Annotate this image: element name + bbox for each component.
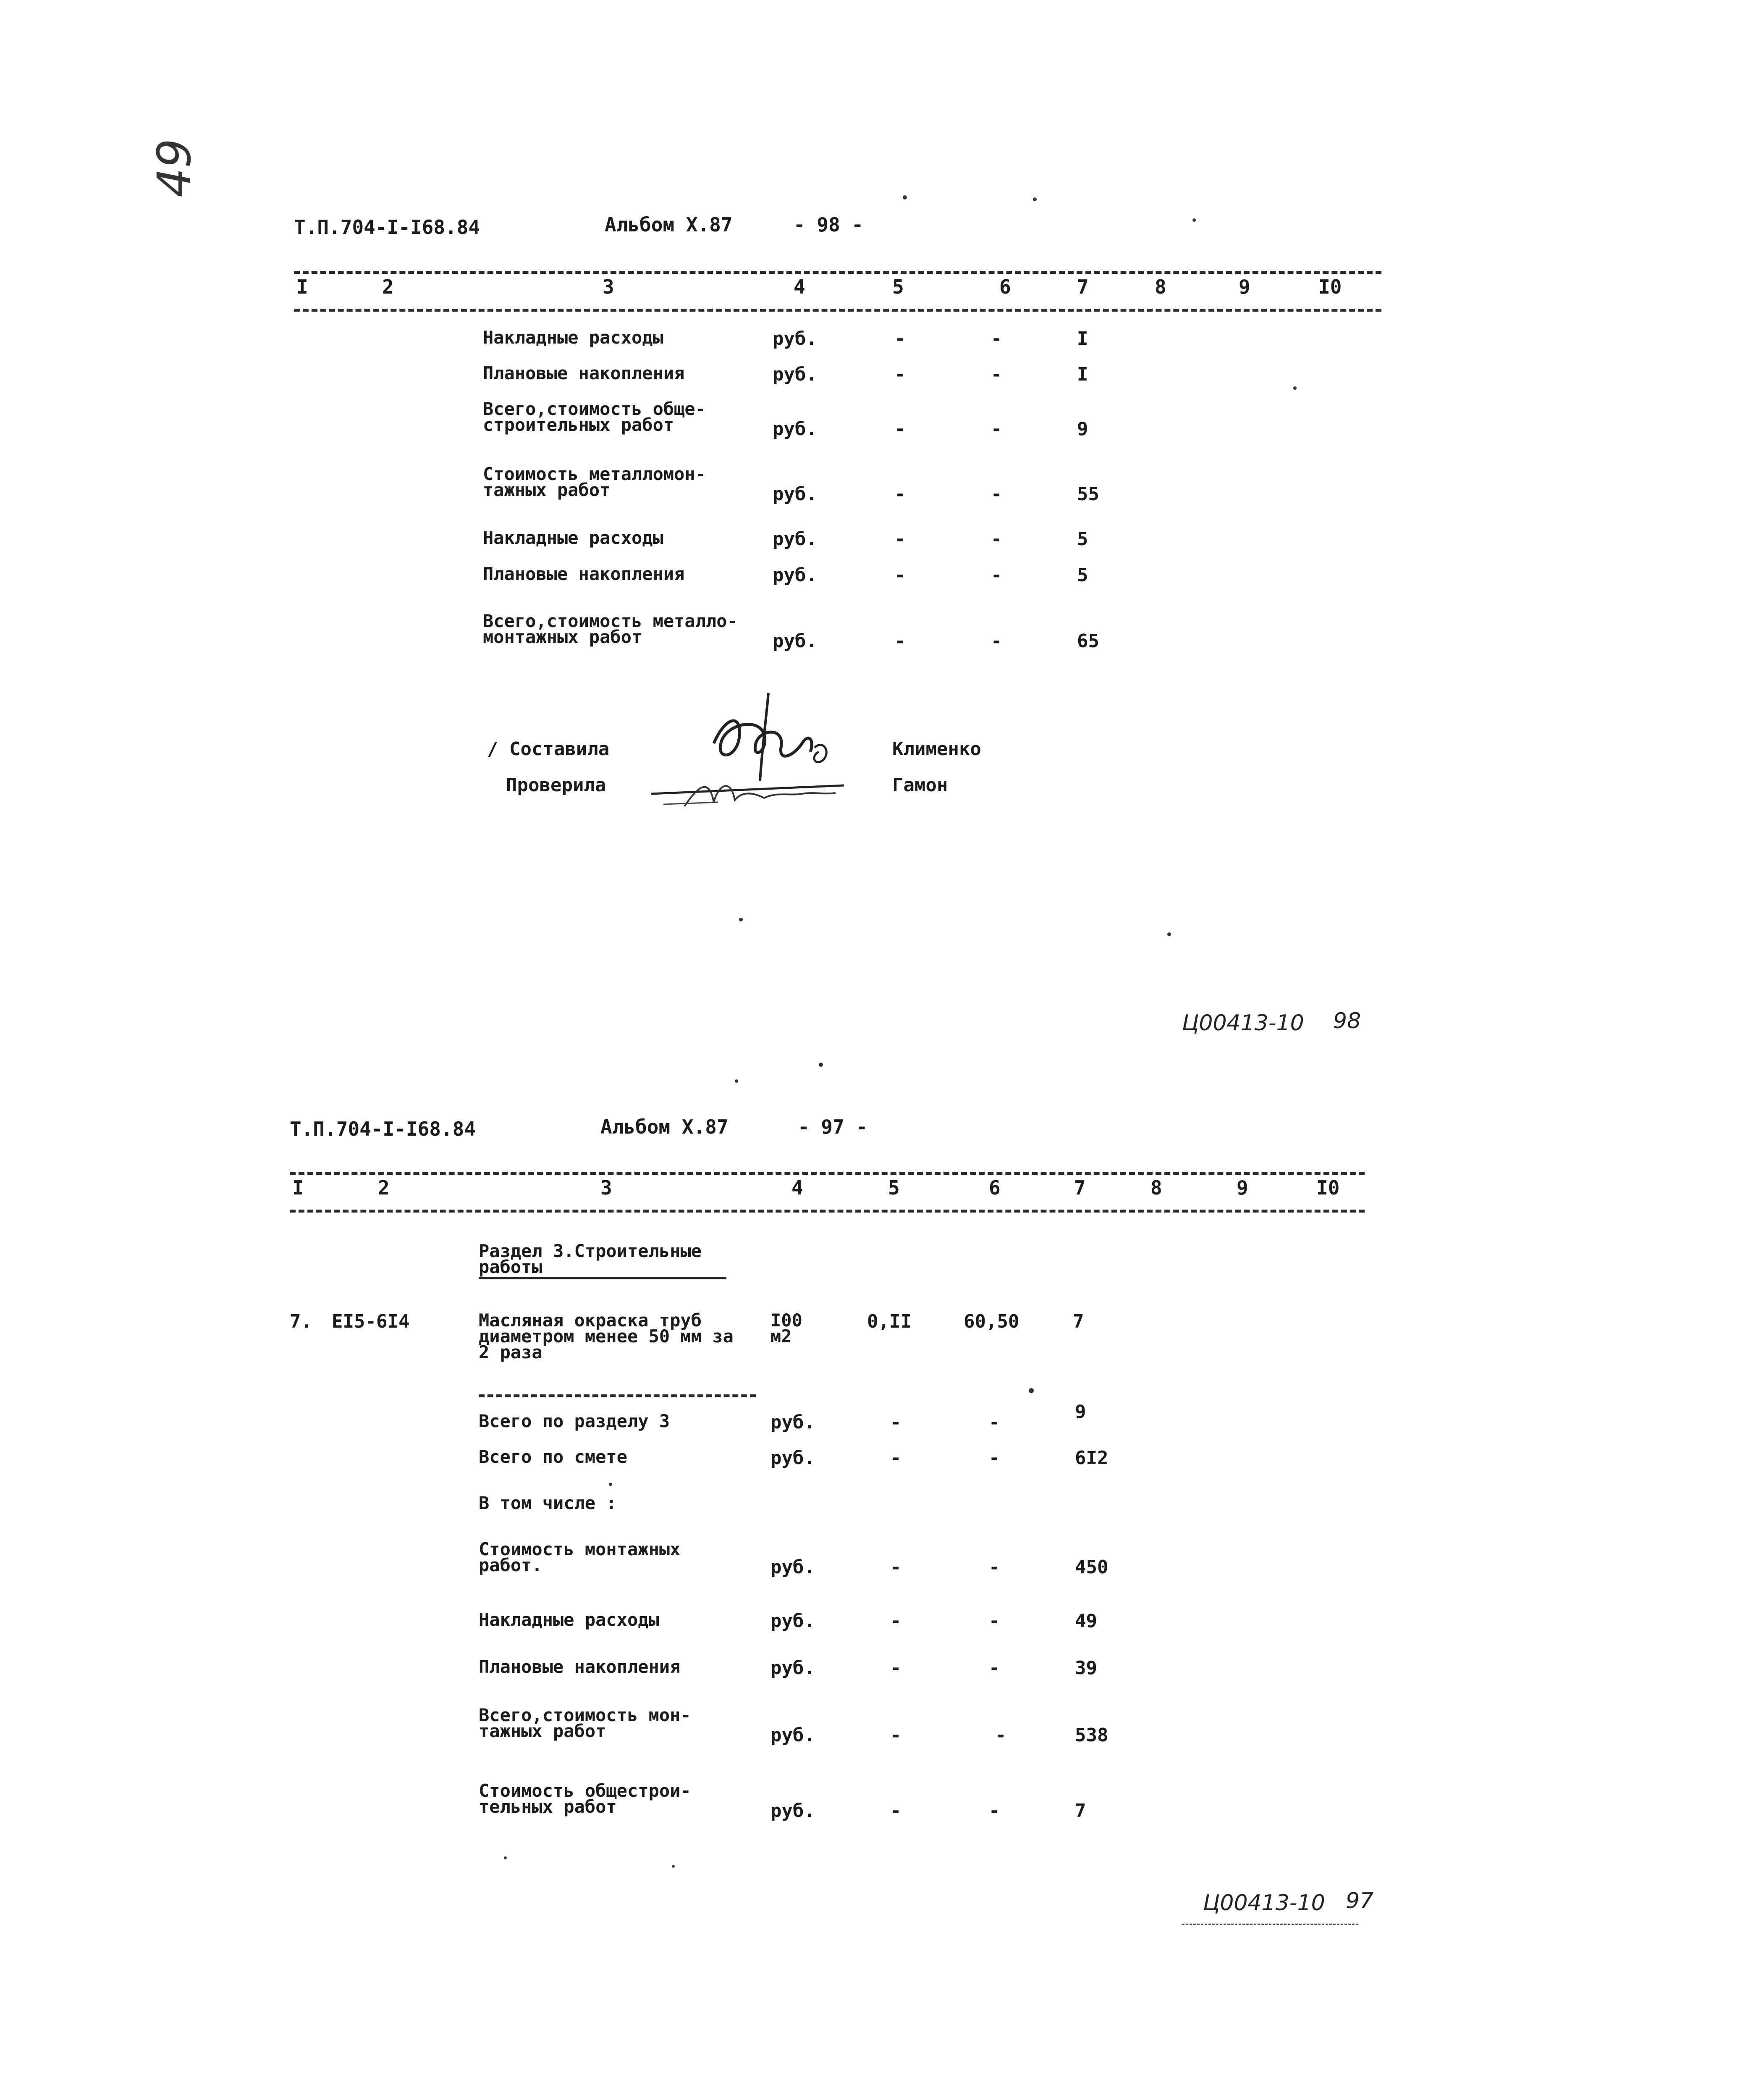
row-description: Всего по смете xyxy=(479,1446,628,1467)
scan-speck xyxy=(504,1856,507,1859)
header-rule-top-98 xyxy=(294,271,1381,274)
col-header: 8 xyxy=(1150,1176,1162,1199)
row-col7: 39 xyxy=(1075,1657,1097,1679)
row-unit: руб. xyxy=(770,1447,815,1469)
scan-speck xyxy=(672,1865,675,1868)
row-col6: - xyxy=(989,1657,1000,1679)
col-header: 3 xyxy=(603,276,614,298)
row-description: Плановые накопления xyxy=(483,363,685,383)
row-col6: - xyxy=(989,1412,1000,1433)
row-col6: - xyxy=(991,483,1002,505)
row-col5: - xyxy=(894,528,906,550)
row-col5: - xyxy=(890,1557,901,1578)
doc-code-98: Т.П.704-I-I68.84 xyxy=(294,216,480,239)
row-col6: - xyxy=(991,328,1002,349)
scan-speck xyxy=(735,1079,738,1083)
col-header: 5 xyxy=(888,1176,900,1199)
row-col6: - xyxy=(991,564,1002,586)
scan-speck xyxy=(1192,218,1196,222)
row-col5: - xyxy=(890,1412,901,1433)
row-col6: - xyxy=(991,528,1002,550)
row-description: Всего,стоимость металло- монтажных работ xyxy=(483,611,738,647)
row-col5: - xyxy=(890,1725,901,1746)
row-unit: руб. xyxy=(773,483,817,505)
row-col5: - xyxy=(890,1447,901,1469)
footer-code-98: Ц00413-10 xyxy=(1182,1011,1304,1036)
col-header: 8 xyxy=(1155,276,1166,298)
row-unit: руб. xyxy=(770,1412,815,1433)
signature-checked xyxy=(647,769,848,815)
row-unit: руб. xyxy=(773,564,817,586)
row-col7: I xyxy=(1077,328,1088,349)
scan-speck xyxy=(819,1063,823,1067)
item-description: Масляная окраска труб диаметром менее 50 мм за 2 раза xyxy=(479,1310,734,1362)
doc-code-97: Т.П.704-I-I68.84 xyxy=(290,1118,476,1140)
compiled-by-name: Клименко xyxy=(892,738,981,760)
footer-page-98: 98 xyxy=(1333,1008,1361,1034)
col-header: 2 xyxy=(382,276,394,298)
row-col6: - xyxy=(991,630,1002,652)
row-description: Накладные расходы xyxy=(483,528,663,548)
col-header: 3 xyxy=(600,1176,612,1199)
header-rule-top-97 xyxy=(290,1172,1365,1175)
row-unit: руб. xyxy=(773,630,817,652)
row-description: Плановые накопления xyxy=(479,1656,681,1677)
row-unit: руб. xyxy=(770,1800,815,1822)
row-unit: руб. xyxy=(770,1610,815,1632)
col-header: I0 xyxy=(1316,1176,1340,1199)
row-col7: 450 xyxy=(1075,1557,1108,1578)
header-rule-bottom-97 xyxy=(290,1210,1365,1213)
row-description: Стоимость общестрои- тельных работ xyxy=(479,1780,691,1817)
row-description: Накладные расходы xyxy=(479,1609,659,1630)
item-col6: 60,50 xyxy=(964,1311,1019,1332)
subtotal-rule xyxy=(479,1394,756,1397)
header-rule-bottom-98 xyxy=(294,309,1381,312)
row-col6: - xyxy=(989,1557,1000,1578)
footer-underline-97 xyxy=(1182,1924,1358,1925)
checked-by-label: Проверила xyxy=(506,774,606,796)
col-header: 4 xyxy=(791,1176,803,1199)
col-header: 7 xyxy=(1074,1176,1086,1199)
row-unit: руб. xyxy=(770,1657,815,1679)
row-description: Стоимость монтажных работ. xyxy=(479,1539,681,1575)
item-col7: 7 xyxy=(1073,1311,1084,1332)
col-header: 9 xyxy=(1239,276,1250,298)
item-col5: 0,II xyxy=(867,1311,912,1332)
col-header: 4 xyxy=(794,276,805,298)
margin-page-mark: 49 xyxy=(147,139,201,197)
col-header: 7 xyxy=(1077,276,1089,298)
row-col5: - xyxy=(894,418,906,440)
item-unit: I00 м2 xyxy=(770,1310,802,1347)
row-col7: 65 xyxy=(1077,630,1099,652)
scan-speck xyxy=(903,195,907,200)
col-header: 2 xyxy=(378,1176,390,1199)
row-description: Всего,стоимость мон- тажных работ xyxy=(479,1705,691,1741)
row-col7: 5 xyxy=(1077,528,1088,550)
row-unit: руб. xyxy=(773,418,817,440)
row-col7: 6I2 xyxy=(1075,1447,1108,1469)
page-number-97: - 97 - xyxy=(798,1116,868,1138)
row-col5: - xyxy=(894,564,906,586)
row-col6: - xyxy=(995,1725,1006,1746)
row-col7: 5 xyxy=(1077,564,1088,586)
scan-speck xyxy=(1293,386,1297,390)
album-98: Альбом X.87 xyxy=(605,213,733,236)
col-header: 5 xyxy=(892,276,904,298)
col-header: 6 xyxy=(989,1176,1001,1199)
row-col5: - xyxy=(890,1610,901,1632)
section-title-underline xyxy=(479,1277,726,1279)
row-description: В том числе : xyxy=(479,1493,617,1513)
row-col7: 9 xyxy=(1077,418,1088,440)
row-col6: - xyxy=(989,1800,1000,1822)
row-col7: 538 xyxy=(1075,1725,1108,1746)
row-description: Плановые накопления xyxy=(483,564,685,584)
row-col6: - xyxy=(989,1447,1000,1469)
row-col5: - xyxy=(894,483,906,505)
row-col6: - xyxy=(991,364,1002,385)
compiled-by-label: / Составила xyxy=(487,738,610,760)
row-col5: - xyxy=(894,328,906,349)
row-col7: I xyxy=(1077,364,1088,385)
album-97: Альбом X.87 xyxy=(600,1116,728,1138)
section-title: Раздел 3.Строительные работы xyxy=(479,1241,702,1277)
col-header: 6 xyxy=(999,276,1011,298)
scan-speck xyxy=(739,918,743,921)
row-description: Всего,стоимость обще- строительных работ xyxy=(483,399,706,435)
scan-speck xyxy=(1029,1388,1034,1393)
row-description: Стоимость металломон- тажных работ xyxy=(483,464,706,500)
row-col5: - xyxy=(890,1800,901,1822)
row-col7: 7 xyxy=(1075,1800,1086,1822)
row-col5: - xyxy=(894,630,906,652)
row-col6: - xyxy=(989,1610,1000,1632)
item-code: EI5-6I4 xyxy=(332,1311,410,1332)
row-col7: 9 xyxy=(1075,1401,1086,1423)
page-number-98: - 98 - xyxy=(794,213,864,236)
row-unit: руб. xyxy=(773,328,817,349)
row-col7: 55 xyxy=(1077,483,1099,505)
row-unit: руб. xyxy=(773,364,817,385)
checked-by-name: Гамон xyxy=(892,774,948,796)
row-unit: руб. xyxy=(770,1725,815,1746)
row-col5: - xyxy=(890,1657,901,1679)
row-description: Всего по разделу 3 xyxy=(479,1411,670,1431)
scan-speck xyxy=(1033,197,1037,201)
row-col6: - xyxy=(991,418,1002,440)
footer-page-97: 97 xyxy=(1346,1888,1374,1914)
row-col5: - xyxy=(894,364,906,385)
row-description: Накладные расходы xyxy=(483,327,663,348)
col-header: I xyxy=(296,276,308,298)
row-col7: 49 xyxy=(1075,1610,1097,1632)
row-unit: руб. xyxy=(773,528,817,550)
col-header: 9 xyxy=(1237,1176,1248,1199)
row-unit: руб. xyxy=(770,1557,815,1578)
scan-speck xyxy=(1167,932,1171,936)
col-header: I0 xyxy=(1318,276,1342,298)
item-number: 7. xyxy=(290,1311,312,1332)
col-header: I xyxy=(292,1176,304,1199)
footer-code-97: Ц00413-10 xyxy=(1203,1890,1325,1916)
scan-speck xyxy=(609,1483,612,1486)
